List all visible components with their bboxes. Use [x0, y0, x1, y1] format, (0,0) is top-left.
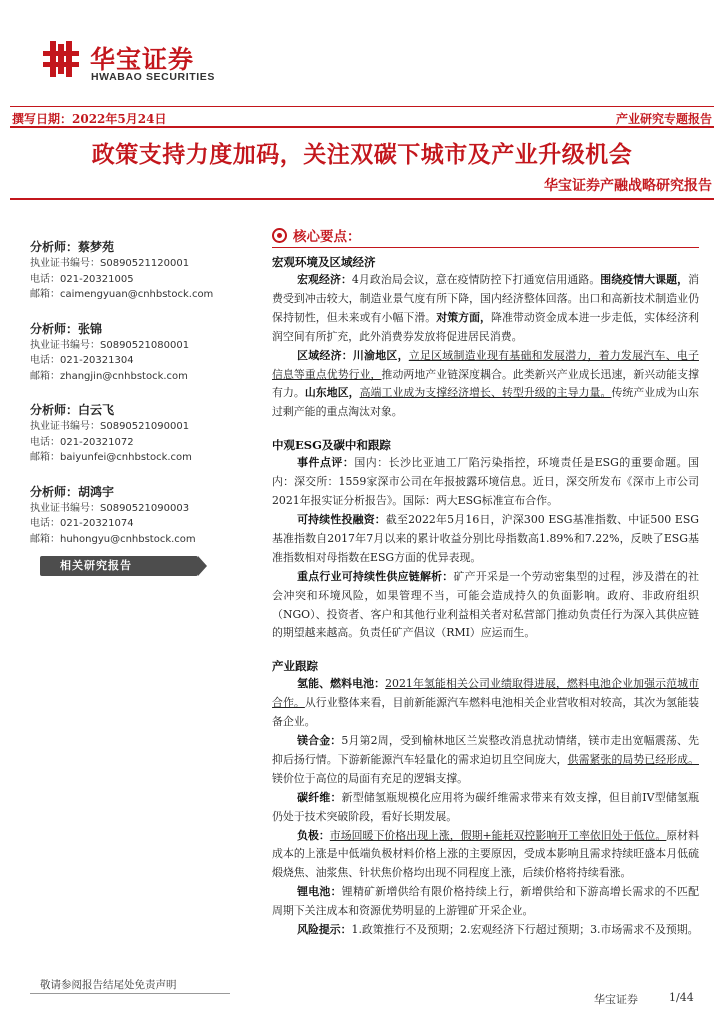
analyst-cert: 执业证书编号：S0890521090003: [30, 502, 190, 514]
paragraph-text: 原材料成本的上涨是中低端负极材料价格上涨的主要原因，受成本影响且需求持续旺盛本月低硫煅烧焦、油浆焦、针状焦价格均出现不同程度上涨，后续价格将持续看涨。: [272, 828, 699, 880]
core-points: [272, 225, 699, 940]
paragraph-lead: 区域经济：: [297, 348, 353, 362]
section-heading-industry: 产业跟踪: [272, 659, 318, 674]
paragraph-lead: 负极：: [297, 828, 330, 842]
analyst-cert: 执业证书编号：S0890521080001: [30, 339, 190, 351]
paragraph-hydrogen: [272, 675, 699, 732]
company-logo: [40, 38, 260, 86]
page-subtitle: 华宝证券产融战略研究报告: [544, 178, 712, 194]
paragraph-sustainable-finance: [272, 511, 699, 568]
page-number: 1/44: [669, 991, 694, 1004]
analyst-phone: 电话：021-20321005: [30, 273, 134, 285]
analyst-cert: 执业证书编号：S0890521090001: [30, 421, 190, 432]
paragraph-text: 新型储氢瓶规模化应用将为碳纤维需求带来有效支撑，但目前IV型储氢瓶仍处于技术突破阶段，看好长期发展。: [272, 790, 699, 823]
report-type: 产业研究专题报告: [615, 112, 712, 126]
analyst-cert: 执业证书编号：S0890521120001: [30, 258, 190, 269]
paragraph-regional-economy: [272, 347, 699, 423]
analyst-email[interactable]: 邮箱：huhongyu@cnhbstock.com: [30, 533, 196, 545]
analyst-card: [30, 401, 240, 466]
paragraph-text: 矿产开采是一个劳动密集型的过程，涉及潜在的社会冲突和环境风险，如果管理不当，可能会造成持久的负面影响。政府、非政府组织（NGO）、投资者、客户和其他行业利益相关者对私营部门推动负责任行为深入其供应链的期望越来越高。负责任矿产倡议（RMI）应运而生。: [272, 569, 699, 640]
paragraph-underline: 供需紧张的局势已经形成。: [567, 752, 699, 766]
analyst-name: 分析师：蔡梦苑: [30, 240, 115, 254]
core-divider: [272, 247, 699, 248]
paragraph-anode: [272, 827, 699, 884]
paragraph-text: 5月第2周，受到榆林地区兰炭整改消息扰动情绪，镁市走出宽幅震荡、先抑后扬行情。下游新能源汽车轻量化的需求迫切且空间庞大，: [272, 734, 699, 766]
analyst-phone: 电话：021-20321074: [30, 518, 134, 529]
paragraph-text: 1.政策推行不及预期；2.宏观经济下行超过预期；3.市场需求不及预期。: [351, 923, 699, 937]
logo-name-en: HWABAO SECURITIES: [91, 71, 215, 83]
paragraph-lead: 事件点评：: [297, 456, 355, 470]
paragraph-underline: 市场回暖下价格出现上涨，假期+能耗双控影响开工率依旧处于低位。: [329, 828, 667, 842]
paragraph-text: 截至2022年5月16日，沪深300 ESG基准指数、中证500 ESG基准指数自2017年7月以来的累计收益分别比母指数高1.89%和7.22%，反映了ESG基准指数相对母指数在ESG方面的优异表现。: [272, 512, 699, 564]
paragraph-lead: 镁合金：: [297, 734, 342, 748]
core-points-header: [272, 225, 699, 245]
footer-divider: [30, 993, 230, 994]
analyst-email[interactable]: 邮箱：caimengyuan@cnhbstock.com: [30, 289, 214, 300]
paragraph-emphasis: 川渝地区，: [352, 348, 409, 362]
analyst-name: 分析师：胡鸿宇: [30, 484, 115, 499]
analyst-card: [30, 483, 240, 548]
analyst-email[interactable]: 邮箱：baiyunfei@cnhbstock.com: [30, 452, 192, 463]
logo-name-cn: 华宝证券: [90, 45, 195, 74]
analyst-email[interactable]: 邮箱：zhangjin@cnhbstock.com: [30, 370, 188, 382]
footer-company: 华宝证券: [594, 993, 638, 1006]
paragraph-magnesium: [272, 732, 699, 789]
analyst-list: [30, 238, 240, 564]
paragraph-lead: 宏观经济：: [297, 273, 352, 286]
paragraph-lead: 碳纤维：: [297, 790, 342, 804]
paragraph-carbon-fiber: [272, 789, 699, 827]
paragraph-event-review: [272, 454, 699, 511]
paragraph-text: 传统产业成为山东过剩产能的重点淘汰对象。: [272, 386, 699, 419]
title-divider: [10, 198, 714, 200]
core-points-heading: 核心要点：: [293, 229, 361, 245]
paragraph-text: 国内：长沙比亚迪工厂陷污染指控，环境责任是ESG的重要命题。国内：深交所：1559家深市公司在年报披露环境信息。近日，深交所发布《深市上市公司2021年报实证分析报告》。国际：两大ESG标准宣布合作。: [272, 456, 699, 508]
analyst-card: [30, 320, 240, 385]
related-reports-tab[interactable]: 相关研究报告: [40, 556, 198, 576]
paragraph-lead: 锂电池：: [297, 885, 342, 899]
paragraph-lead: 风险提示：: [297, 923, 352, 937]
report-date: 撰写日期：2022年5月24日: [12, 112, 167, 126]
paragraph-lead: 氢能、燃料电池：: [297, 677, 386, 691]
paragraph-lead: 可持续性投融资：: [297, 512, 386, 526]
section-heading-esg: 中观ESG及碳中和跟踪: [272, 438, 391, 453]
paragraph-text: 4月政治局会议，意在疫情防控下打通宽信用通路。: [351, 273, 601, 286]
analyst-name: 分析师：张锦: [30, 321, 103, 336]
paragraph-lead: 重点行业可持续性供应链解析：: [297, 569, 454, 583]
hwabao-logo-icon: [40, 38, 82, 80]
paragraph-text: 镁价位于高位的局面有充足的逻辑支撑。: [272, 771, 469, 785]
paragraph-text: 推动两地产业链深度耦合。此类新兴产业成长迅速，新兴动能支撑有力。: [272, 367, 699, 400]
paragraph-underline: 高端工业成为支撑经济增长、转型升级的主导力量。: [359, 386, 612, 400]
paragraph-text: 降准带动资金成本进一步走低，实体经济利润空间有所扩充，此外消费券发放将促进居民消费。: [272, 310, 699, 343]
analyst-name: 分析师：白云飞: [30, 403, 115, 417]
target-icon: [272, 228, 287, 243]
analyst-card: [30, 238, 240, 303]
paragraph-macro-economy: [272, 271, 699, 347]
paragraph-lithium: [272, 883, 699, 921]
analyst-phone: 电话：021-20321072: [30, 436, 134, 448]
analyst-phone: 电话：021-20321304: [30, 355, 134, 366]
paragraph-text: 从行业整体来看，目前新能源汽车燃料电池相关企业营收相对较高，其次为氢能装备企业。: [272, 696, 699, 729]
paragraph-text: 锂精矿新增供给有限价格持续上行，新增供给和下游高增长需求的不匹配周期下关注成本和资源优势明显的上游锂矿开采企业。: [272, 885, 699, 918]
paragraph-emphasis: 山东地区，: [304, 386, 360, 400]
section-heading-macro: 宏观环境及区域经济: [272, 255, 376, 269]
paragraph-underline: 立足区域制造业现有基础和发展潜力，着力发展汽车、电子信息等重点优势行业，: [272, 348, 699, 381]
paragraph-underline: 2021年氢能相关公司业绩取得进展，燃料电池企业加强示范城市合作。: [272, 677, 699, 710]
paragraph-text: 消费受到冲击较大，制造业景气度有所下降，国内经济整体回落。出口和高新技术制造业仍保持韧性，但未来或有小幅下滑。: [272, 273, 699, 324]
paragraph-risk: [272, 921, 699, 940]
paragraph-emphasis: 围绕疫情大课题，: [600, 273, 689, 286]
footer-disclaimer: 敬请参阅报告结尾处免责声明: [40, 979, 177, 991]
page-title: 政策支持力度加码，关注双碳下城市及产业升级机会: [91, 141, 633, 168]
paragraph-emphasis: 对策方面，: [436, 310, 491, 324]
paragraph-supply-chain: [272, 568, 699, 644]
